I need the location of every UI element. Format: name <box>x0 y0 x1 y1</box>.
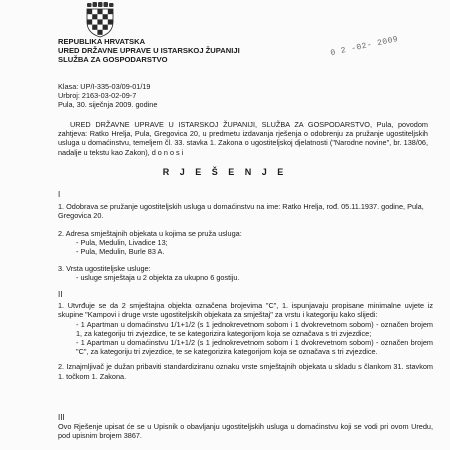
section-two-numeral: II <box>58 290 63 299</box>
section-three <box>58 413 433 441</box>
section-one-item-1: 1. Odobrava se pružanje ugostiteljskih usluga u domaćinstvu na ime: Ratko Hrelja, rođ. 05.11.1937. godine, Pula, Gregovica 20. <box>58 202 424 221</box>
section-one-numeral: I <box>58 190 61 199</box>
service-type: - usluge smještaja u 2 objekta za ukupno 6 gostiju. <box>76 273 240 283</box>
apartment-1: - 1 Apartman u domaćinstvu 1/1+1/2 (s 1 jednokrevetnom sobom i 1 dvokrevetnom sobom) - označen brojem 1, za kategoriju tri zvjezdice, te se kategorizira kategorijom koja se označava s tri zvjezdice; <box>76 319 433 338</box>
document-title: R J E Š E N J E <box>162 167 288 177</box>
croatian-coat-of-arms-icon <box>84 2 116 38</box>
klasa-number: Klasa: UP/I-335-03/09-01/19 <box>58 82 151 91</box>
received-date-stamp: 0 2 -02- 2009 <box>329 34 400 59</box>
header-republic: REPUBLIKA HRVATSKA <box>58 37 146 46</box>
section-one-item-3: 3. Vrsta ugostiteljske usluge: <box>58 264 151 274</box>
apartment-2: - 1 Apartman u domaćinstvu 1/1+1/2 (s 1 jednokrevetnom sobom i 1 dvokrevetnom sobom) - označen brojem "C", za kategoriju tri zvjezdice, te se kategorizira kategorijom koja se označava s tri zvjezdice. <box>76 338 433 357</box>
intro-paragraph: URED DRŽAVNE UPRAVE U ISTARSKOJ ŽUPANIJI, SLUŽBA ZA GOSPODARSTVO, Pula, povodom zahtjeva: Ratko Hrelja, Pula, Gregovica 20, u predmetu izdavanja rješenja o odobrenju za pružanje ugostiteljskih usluga u domaćinstvu, temeljem čl. 33. stavka 1. Zakona o ugostiteljskoj djelatnosti ("Narodne novine", br. 138/06, nadalje u tekstu kao Zakon), d o n o s i <box>58 120 428 157</box>
section-three-numeral: III <box>58 413 65 422</box>
address-1: - Pula, Medulin, Livadice 13; <box>76 237 168 247</box>
reference-block <box>58 82 358 110</box>
header-department: SLUŽBA ZA GOSPODARSTVO <box>58 54 168 64</box>
section-two <box>58 290 433 381</box>
header-office: URED DRŽAVNE UPRAVE U ISTARSKOJ ŽUPANIJI <box>58 45 240 55</box>
document-date: Pula, 30. siječnja 2009. godine <box>58 100 158 110</box>
section-one-item-2: 2. Adresa smještajnih objekata u kojima se pruža usluga: <box>58 228 242 238</box>
issuer-header <box>58 38 398 64</box>
section-three-text: Ovo Rješenje upisat će se u Upisnik o obavljanju ugostiteljskih usluga u domaćinstvu koji se vodi pri ovom Uredu, pod upisnim brojem 3867. <box>58 422 433 441</box>
address-2: - Pula, Medulin, Burle 83 A. <box>76 247 165 257</box>
section-one <box>58 190 433 283</box>
urbroj-number: Urbroj: 2163-03-02-09-7 <box>58 91 137 101</box>
section-two-item-1: 1. Utvrđuje se da 2 smještajna objekta označena brojevima "C", 1. ispunjavaju propisane minimalne uvjete iz skupine "Kampovi i druge vrste ugostiteljskih objekata za smještaj" za vrstu i kategoriju kako slijedi: <box>58 301 433 320</box>
section-two-item-2: 2. Iznajmljivač je dužan pribaviti standardiziranu oznaku vrste smještajnih objekata u skladu s člankom 31. stavkom 1. točkom 1. Zakona. <box>58 362 433 381</box>
